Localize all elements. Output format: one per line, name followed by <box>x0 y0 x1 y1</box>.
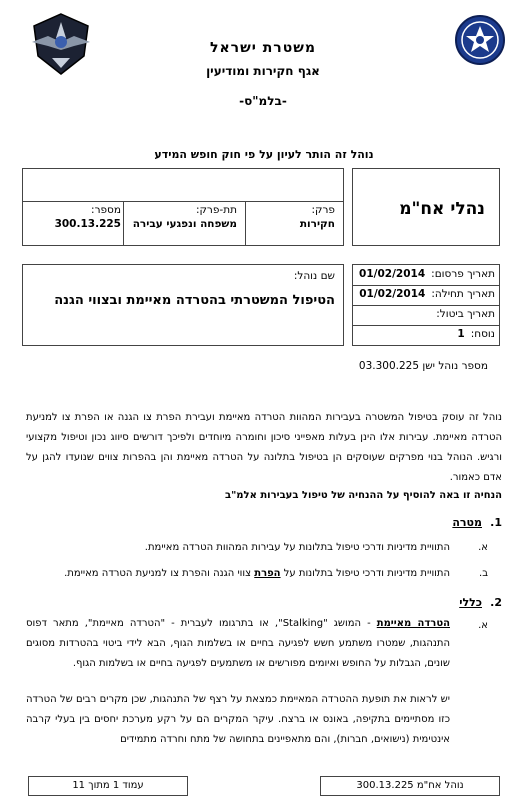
start-date-row <box>357 288 495 300</box>
footer-page-number: עמוד 1 מתוך 11 <box>28 776 188 796</box>
chapter-label: פרק: <box>311 204 335 216</box>
foi-note: נוהל זה הותר לעיון על פי חוק חופש המידע <box>154 148 374 161</box>
section-1a-text: התוויית מדיניות ודרכי טיפול בתלונות על עבירות המהוות הטרדה מאיימת. <box>144 542 450 553</box>
subchapter-label: תת-פרק: <box>195 204 237 216</box>
footer-procedure-id: נוהל אח"מ 300.13.225 <box>320 776 500 796</box>
publish-date-label: תאריך פרסום: <box>431 268 495 280</box>
guideline-note: הנחיה זו באה להוסיף על ההנחיה של טיפול בעבירות אלמ"ב <box>224 490 502 501</box>
section-1a-letter: א. <box>478 542 488 553</box>
section-2a-highlight: הטרדה מאיימת <box>376 618 450 629</box>
section-1b-letter: ב. <box>479 568 488 579</box>
number-label: מספר: <box>91 204 121 216</box>
version-label: נוסח: <box>470 328 495 340</box>
section-2-number: 2. <box>490 596 502 609</box>
procedure-name-box <box>22 264 344 346</box>
number-cell <box>29 203 121 231</box>
section-1b-highlight: הפרת <box>254 568 281 579</box>
procedure-name: הטיפול המשטרתי בהטרדה מאיימת ובצווי הגנה <box>54 293 335 308</box>
section-2a-letter: א. <box>478 620 488 631</box>
meta-table <box>22 168 344 246</box>
chapter-cell <box>300 203 335 231</box>
publish-date-value: 01/02/2014 <box>359 268 426 280</box>
procedures-title-box <box>352 168 500 246</box>
division-name: אגף חקירות ומודיעין <box>206 64 320 78</box>
israel-police-emblem-icon <box>454 12 506 68</box>
dates-table <box>352 264 500 346</box>
start-date-value: 01/02/2014 <box>359 288 426 300</box>
cancel-date-label: תאריך ביטול: <box>436 308 495 320</box>
classification: -בלמ"ס- <box>239 94 287 108</box>
subchapter-cell <box>121 203 237 231</box>
cancel-date-row <box>357 308 495 320</box>
section-2a-body: - המושג "Stalking", או בתרגומו לעברית - "הטרדה מאיימת", מתאר דפוס התנהגות, שמטרו משתמע חשש לפגיעה בחיים או בשלמות הגוף, הבא לידי ביטוי בהטרדות מסוגים שונים, הגבלות על החופש ואיומים מפורשים או משתמעים לפגיעה בחיים או בשלמות הגוף. <box>26 618 450 669</box>
start-date-label: תאריך תחילה: <box>431 288 495 300</box>
version-row <box>357 328 495 340</box>
section-2-title: כללי <box>459 596 482 609</box>
section-1b-pre: התוויית מדיניות ודרכי טיפול בתלונות על <box>283 568 450 579</box>
section-1-title: מטרה <box>452 516 482 529</box>
section-2a-text <box>26 614 450 674</box>
number-value: 300.13.225 <box>54 218 121 230</box>
intro-paragraph: נוהל זה עוסק בטיפול המשטרה בעבירות המהוות הטרדה מאיימת ועבירת הפרת צו הגנה או הפרת צו למניעת הטרדה מאיימת. עבירות אלו הינן בעלות מאפייני סיכון וחומרה מיוחדים ולפיכך דורשים סיווג נכון וטיפול מקצועי ורגיש. הנוהל בנוי מפרקים שעוסקים הן בטיפול בתלונה על הטרדה מאיימת והן בהפרות צווים שנועדו להגן על אדם כאמור. <box>26 412 502 483</box>
section-1b-post: צווי הגנה והפרת צו למניעת הטרדה מאיימת. <box>64 568 252 579</box>
procedure-name-label: שם נוהל: <box>293 270 335 282</box>
old-procedure-number: מספר נוהל ישן 03.300.225 <box>358 360 488 372</box>
investigations-division-emblem-icon <box>28 12 94 76</box>
section-1b-text <box>64 568 450 579</box>
section-2a-continuation: יש לראות את תופעת ההטרדה המאיימת כמצאת על רצף של התנהגות, שכן מקרים רבים של הטרדה כזו מסתיימים בתקיפה, באונס או ברצח. עיקר המקרים הם על רקע מערכת יחסים בין בעלי קרבה אינטימית (נישואים, חברות), והם מתאפיינים בתחושה של מתח וחרדה מתמידים <box>26 694 450 745</box>
procedures-title: נהלי אח"מ <box>399 199 485 219</box>
section-1-number: 1. <box>490 516 502 529</box>
subchapter-value: משפחה ונפגעי עבירה <box>132 218 237 230</box>
org-name: משטרת ישראל <box>210 40 316 56</box>
version-value: 1 <box>457 328 465 340</box>
publish-date-row <box>357 268 495 280</box>
chapter-value: חקירות <box>299 218 335 230</box>
